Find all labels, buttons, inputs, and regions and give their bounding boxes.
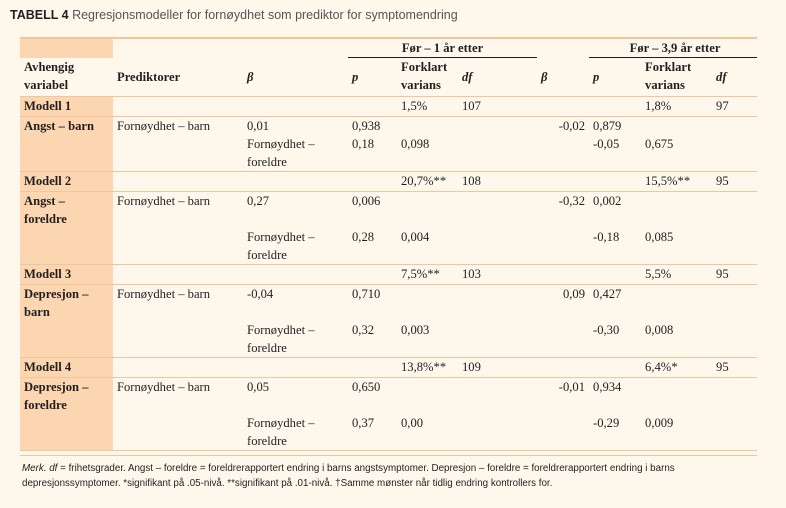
beta-2: -0,18 <box>589 228 641 265</box>
beta-1: 0,28 <box>348 228 397 265</box>
note-merk: Merk. <box>22 463 47 474</box>
beta-2: -0,29 <box>589 414 641 451</box>
explained-variance-2: 5,5% <box>641 265 712 285</box>
table-row <box>20 117 757 136</box>
beta-2: -0,32 <box>558 194 586 208</box>
dependent-variable: Depresjon – foreldre <box>20 378 113 415</box>
p-2: 0,009 <box>641 414 712 451</box>
model-row <box>20 97 757 117</box>
note-text: = frihetsgrader. Angst – foreldre = foreldrerapportert endring i barns angstsymptomer. Depresjon – foreldre = foreldrerapportert endring i barns depresjonssymptomer. *signifikant på .05-nivå. **signifikant på .01-nivå. †Samme mønster når tidlig endring kontrollers for. <box>22 463 675 489</box>
p-1: 0,003 <box>397 321 458 358</box>
p-2: 0,002 <box>593 194 622 208</box>
df-2: 95 <box>712 172 757 192</box>
header-beta-1: β <box>243 58 348 97</box>
dependent-variable: Angst – foreldre <box>20 192 113 229</box>
beta-1: 0,05 <box>247 380 270 394</box>
header-p-1: p <box>348 58 397 97</box>
beta-2: -0,02 <box>558 119 586 133</box>
explained-variance-1: 1,5% <box>397 97 458 117</box>
explained-variance-2: 15,5%** <box>641 172 712 192</box>
header-explained-1: Forklart varians <box>397 58 458 97</box>
dependent-variable: Angst – barn <box>20 117 113 136</box>
predictor: Fornøydhet – barn <box>117 119 211 133</box>
table-note <box>22 461 762 491</box>
table-caption: Regresjonsmodeller for fornøydhet som prediktor for symptomendring <box>72 8 458 22</box>
dependent-variable: Depresjon – barn <box>20 285 113 322</box>
beta-2: 0,09 <box>562 287 586 301</box>
explained-variance-2: 6,4%* <box>641 358 712 378</box>
df-1: 107 <box>458 97 537 117</box>
beta-1: -0,04 <box>247 287 274 301</box>
p-1: 0,004 <box>397 228 458 265</box>
p-1: 0,650 <box>352 380 381 394</box>
p-2: 0,427 <box>593 287 622 301</box>
table-row <box>20 192 757 229</box>
beta-2: -0,05 <box>589 135 641 172</box>
predictor: Fornøydhet – foreldre <box>243 321 348 358</box>
header-p-2: p <box>589 58 641 97</box>
model-row <box>20 358 757 378</box>
predictor: Fornøydhet – barn <box>117 380 211 394</box>
p-2: 0,675 <box>641 135 712 172</box>
beta-1: 0,01 <box>247 119 270 133</box>
explained-variance-1: 13,8%** <box>397 358 458 378</box>
df-2: 97 <box>712 97 757 117</box>
model-name: Modell 3 <box>20 265 113 285</box>
table-row <box>20 378 757 415</box>
predictor: Fornøydhet – foreldre <box>243 228 348 265</box>
model-name: Modell 2 <box>20 172 113 192</box>
table-row <box>20 135 757 172</box>
df-2: 95 <box>712 265 757 285</box>
beta-1: 0,37 <box>348 414 397 451</box>
table-row <box>20 414 757 451</box>
table-row <box>20 285 757 322</box>
model-name: Modell 4 <box>20 358 113 378</box>
p-1: 0,710 <box>352 287 381 301</box>
table-row <box>20 321 757 358</box>
p-2: 0,934 <box>593 380 622 394</box>
model-row <box>20 265 757 285</box>
header-df-1: df <box>458 58 537 97</box>
group-header-row <box>20 38 757 58</box>
table-bottom-rule <box>20 455 757 456</box>
table-row <box>20 228 757 265</box>
header-predictors: Prediktorer <box>113 58 243 97</box>
df-2: 95 <box>712 358 757 378</box>
p-2: 0,085 <box>641 228 712 265</box>
beta-2: -0,01 <box>558 380 586 394</box>
predictor: Fornøydhet – barn <box>117 194 211 208</box>
note-df: df <box>49 463 58 474</box>
column-header-row <box>20 58 757 97</box>
model-name: Modell 1 <box>20 97 113 117</box>
predictor: Fornøydhet – foreldre <box>243 135 348 172</box>
df-1: 109 <box>458 358 537 378</box>
df-1: 108 <box>458 172 537 192</box>
p-1: 0,098 <box>397 135 458 172</box>
explained-variance-1: 7,5%** <box>397 265 458 285</box>
group-header-2: Før – 3,9 år etter <box>589 38 757 58</box>
regression-table <box>20 37 757 451</box>
header-explained-2: Forklart varians <box>641 58 712 97</box>
beta-1: 0,32 <box>348 321 397 358</box>
p-2: 0,879 <box>593 119 622 133</box>
p-2: 0,008 <box>641 321 712 358</box>
beta-2: -0,30 <box>589 321 641 358</box>
model-row <box>20 172 757 192</box>
beta-1: 0,27 <box>247 194 270 208</box>
table-title <box>10 8 458 22</box>
group-header-1: Før – 1 år etter <box>348 38 537 58</box>
header-dependent: Avhengig variabel <box>20 58 113 97</box>
p-1: 0,006 <box>352 194 381 208</box>
predictor: Fornøydhet – foreldre <box>243 414 348 451</box>
header-beta-2: β <box>537 58 589 97</box>
table-label: TABELL 4 <box>10 8 69 22</box>
explained-variance-1: 20,7%** <box>397 172 458 192</box>
explained-variance-2: 1,8% <box>641 97 712 117</box>
predictor: Fornøydhet – barn <box>117 287 211 301</box>
df-1: 103 <box>458 265 537 285</box>
beta-1: 0,18 <box>348 135 397 172</box>
header-df-2: df <box>712 58 757 97</box>
p-1: 0,938 <box>352 119 381 133</box>
p-1: 0,00 <box>397 414 458 451</box>
